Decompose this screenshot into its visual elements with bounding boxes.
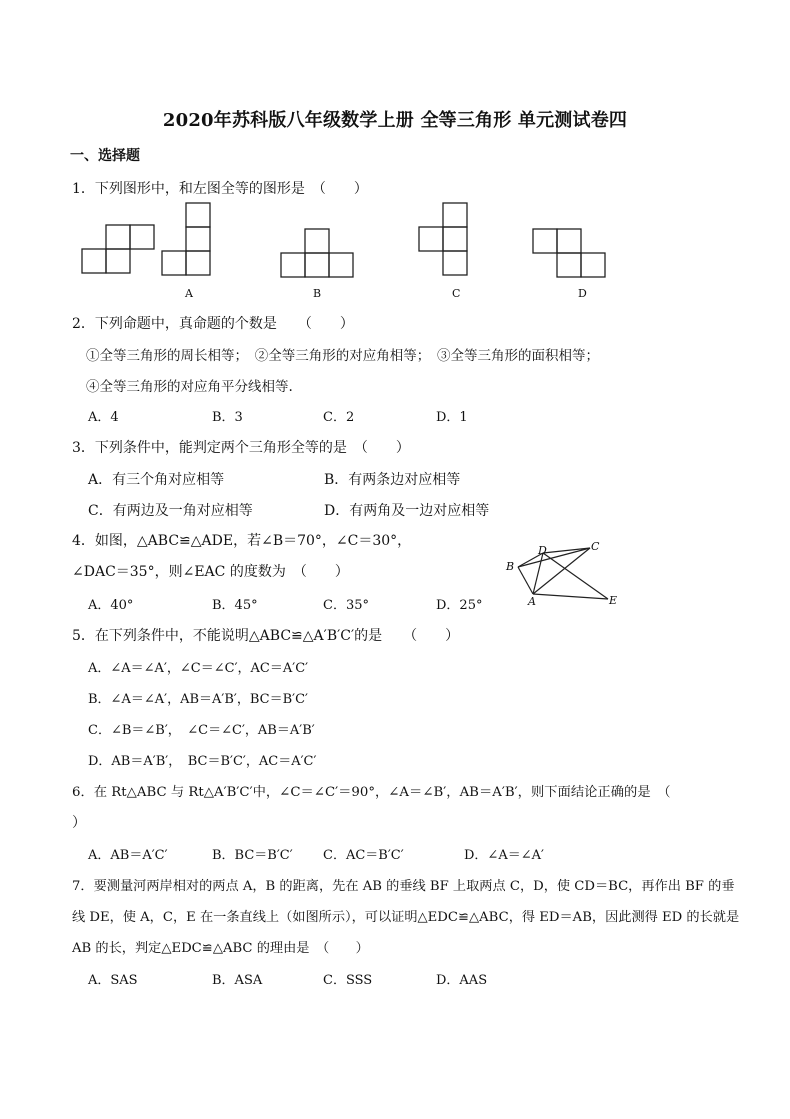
question-2-stem: 2．下列命题中，真命题的个数是 （ ）: [72, 316, 354, 332]
q3-option-a: A．有三个角对应相等: [88, 472, 225, 488]
page-title: 2020年苏科版八年级数学上册 全等三角形 单元测试卷四: [162, 110, 628, 131]
q4-option-b: B．45°: [212, 598, 258, 613]
q2-statements-2: ④全等三角形的对应角平分线相等.: [86, 379, 293, 395]
q3-option-b: B．有两条边对应相等: [324, 472, 461, 488]
q1-label-b: B: [313, 287, 322, 300]
q2-option-c: C．2: [323, 410, 355, 425]
q3-option-c: C．有两边及一角对应相等: [88, 503, 253, 519]
q4-fig-label-a: A: [528, 595, 536, 608]
q4-triangle-figure: [500, 538, 640, 608]
q5-option-b: B．∠A＝∠A′，AB＝A′B′，BC＝B′C′: [88, 692, 308, 707]
q2-statements-1: ①全等三角形的周长相等； ②全等三角形的对应角相等； ③全等三角形的面积相等；: [86, 348, 599, 364]
question-7-line-3: AB 的长，判定△EDC≌△ABC 的理由是 （ ）: [72, 941, 369, 956]
question-7-line-1: 7．要测量河两岸相对的两点 A，B 的距离，先在 AB 的垂线 BF 上取两点 C，D，使 CD＝BC，再作出 BF 的垂: [72, 879, 735, 894]
q5-option-d: D．AB＝A′B′， BC＝B′C′，AC＝A′C′: [88, 754, 317, 769]
q6-option-d: D．∠A＝∠A′: [464, 848, 544, 863]
q4-option-d: D．25°: [436, 598, 483, 613]
q5-option-c: C．∠B＝∠B′， ∠C＝∠C′，AB＝A′B′: [88, 723, 315, 738]
question-5-stem: 5．在下列条件中，不能说明△ABC≌△A′B′C′的是 （ ）: [72, 628, 460, 644]
q3-option-d: D．有两角及一边对应相等: [324, 503, 490, 519]
q4-fig-label-d: D: [538, 544, 547, 557]
q2-option-b: B．3: [212, 410, 243, 425]
q6-option-c: C．AC＝B′C′: [323, 848, 404, 863]
question-1-stem: 1．下列图形中，和左图全等的图形是 （ ）: [72, 181, 368, 197]
q4-option-a: A．40°: [88, 598, 134, 613]
q6-option-b: B．BC＝B′C′: [212, 848, 293, 863]
question-6-line-1: 6．在 Rt△ABC 与 Rt△A′B′C′中，∠C＝∠C′＝90°，∠A＝∠B′，AB＝A′B′，则下面结论正确的是 （: [72, 785, 671, 800]
q7-option-a: A．SAS: [88, 973, 138, 988]
q4-fig-label-b: B: [506, 560, 515, 573]
q4-option-c: C．35°: [323, 598, 369, 613]
q1-reference-figure: [0, 195, 790, 305]
question-4-line-2: ∠DAC＝35°，则∠EAC 的度数为 （ ）: [72, 564, 349, 580]
q6-option-a: A．AB＝A′C′: [88, 848, 168, 863]
question-7-line-2: 线 DE，使 A，C，E 在一条直线上（如图所示），可以证明△EDC≌△ABC，得 ED＝AB，因此测得 ED 的长就是: [72, 910, 740, 925]
q7-option-c: C．SSS: [323, 973, 373, 988]
q2-option-d: D．1: [436, 410, 468, 425]
q7-option-b: B．ASA: [212, 973, 263, 988]
q1-label-a: A: [185, 287, 193, 300]
q4-fig-label-e: E: [609, 594, 618, 607]
question-3-stem: 3．下列条件中，能判定两个三角形全等的是 （ ）: [72, 440, 410, 456]
q1-label-c: C: [452, 287, 461, 300]
q1-label-d: D: [578, 287, 587, 300]
section-heading: 一、选择题: [70, 148, 140, 164]
question-6-line-2: ）: [72, 815, 86, 831]
q4-fig-label-c: C: [591, 540, 600, 553]
q5-option-a: A．∠A＝∠A′，∠C＝∠C′，AC＝A′C′: [88, 661, 309, 676]
q2-option-a: A．4: [88, 410, 119, 425]
q7-option-d: D．AAS: [436, 973, 488, 988]
question-4-line-1: 4．如图，△ABC≌△ADE，若∠B＝70°，∠C＝30°，: [72, 533, 412, 549]
